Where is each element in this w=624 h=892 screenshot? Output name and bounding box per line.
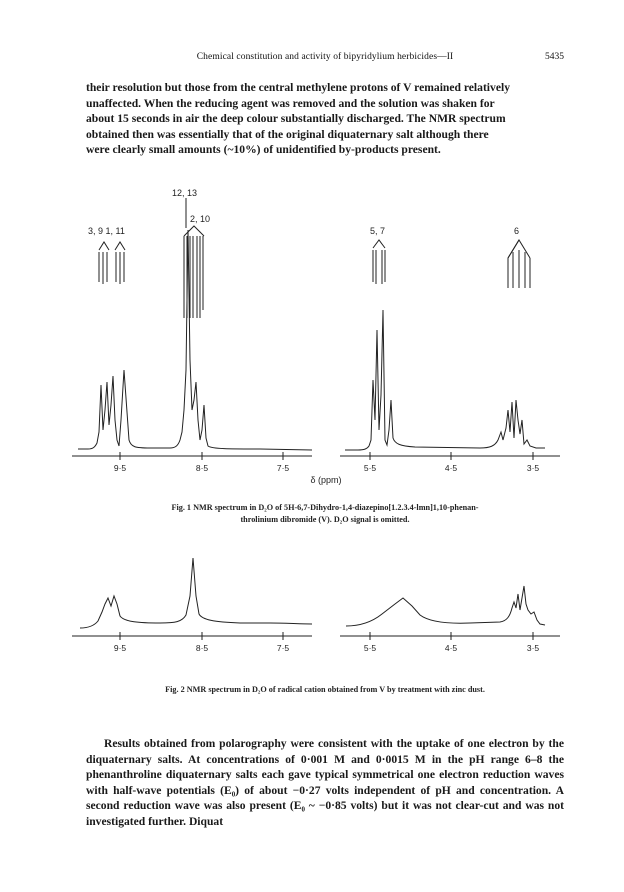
caption-line: throlinium dibromide (V). D₂O signal is omitted.	[240, 515, 410, 524]
fig1-label-b-sub: 2, 10	[190, 214, 211, 224]
fig1-label-c: 5, 7	[370, 226, 386, 236]
paragraph-line: were clearly small amounts (~10%) of unidentified by-products present.	[86, 143, 441, 157]
fig1-tick-label: 8·5	[195, 463, 209, 473]
fig2-tick-label: 8·5	[195, 643, 209, 653]
fig1-spectrum-right	[345, 310, 545, 450]
paragraph-line: obtained then was essentially that of the original diquaternary salt although there	[86, 127, 489, 141]
fig2-tick-label: 9·5	[113, 643, 127, 653]
fig1-label-d: 6	[514, 226, 520, 236]
paragraph-text: Results obtained from polarography were consistent with the uptake of one electron by the diquaternary salts. At concentrations of 0·001 M and 0·0015 M in the pH range 6–8 the phenanthroline diquaternary salts each gave typical symmetrical one electron reduction waves with half-wave potentials (E₀) of about −0·27 volts independent of pH and concentration. A second reduction wave was also present (E₀ ~ −0·85 volts) but it was not clear-cut and was not investigated further. Diquat	[86, 737, 564, 828]
paragraph-line: unaffected. When the reducing agent was removed and the solution was shaken for	[86, 96, 495, 110]
running-header-title: Chemical constitution and activity of bipyridylium herbicides—II	[196, 52, 454, 62]
figure1-caption	[92, 502, 558, 526]
fig1-tick-label: 9·5	[113, 463, 127, 473]
fig1-multiplet-c	[373, 240, 385, 284]
fig1-tick-label: 4·5	[444, 463, 458, 473]
caption-line: Fig. 1 NMR spectrum in D₂O of 5H-6,7-Dihydro-1,4-diazepino[1.2.3.4-lmn]1,10-phenan-	[171, 503, 479, 512]
page-number: 5435	[545, 52, 564, 62]
figure2-caption	[92, 684, 558, 696]
fig1-multiplet-a	[99, 242, 125, 284]
fig2-tick-label: 7·5	[276, 643, 290, 653]
fig1-tick-label: 5·5	[363, 463, 377, 473]
fig2-tick-label: 3·5	[526, 643, 540, 653]
fig1-label-b-top: 12, 13	[172, 188, 198, 198]
fig2-tick-label: 5·5	[363, 643, 377, 653]
paragraph-line: about 15 seconds in air the deep colour substantially discharged. The NMR spectrum	[86, 112, 506, 126]
fig1-tick-label: 3·5	[526, 463, 540, 473]
paragraph-bottom	[86, 736, 564, 830]
fig2-spectrum-right	[346, 586, 545, 626]
caption-line: Fig. 2 NMR spectrum in D₂O of radical cation obtained from V by treatment with zinc dust.	[165, 685, 485, 694]
fig1-label-a: 3, 9 1, 11	[88, 226, 125, 236]
fig1-spectrum-left	[78, 230, 312, 450]
fig2-spectrum-left	[80, 558, 312, 628]
fig2-tick-label: 4·5	[444, 643, 458, 653]
fig1-multiplet-d	[508, 240, 530, 288]
fig1-tick-label: 7·5	[276, 463, 290, 473]
paragraph-line: their resolution but those from the central methylene protons of V remained relatively	[86, 81, 510, 94]
fig1-axis-label: δ (ppm)	[310, 475, 342, 485]
